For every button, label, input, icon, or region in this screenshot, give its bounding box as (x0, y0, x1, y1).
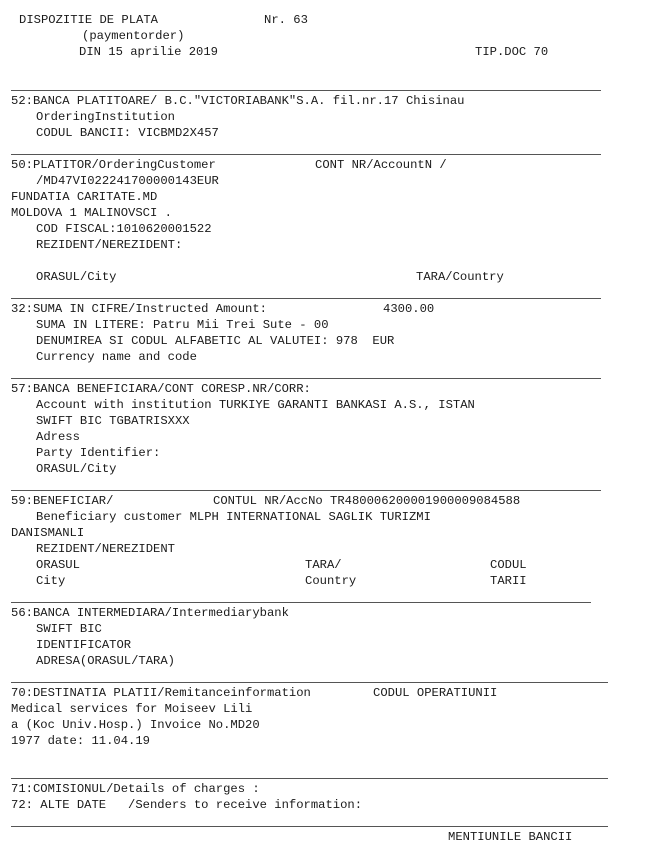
beneficiary-country-label-en: Country (305, 574, 357, 588)
party-identifier: Party Identifier: (36, 446, 161, 460)
document-type: TIP.DOC 70 (475, 45, 549, 59)
payer-fiscal-code: COD FISCAL:1010620001522 (36, 222, 212, 236)
beneficiary-city-label-en: City (36, 574, 66, 588)
payer-address: MOLDOVA 1 MALINOVSCI . (11, 206, 172, 220)
payer-resident: REZIDENT/NEREZIDENT: (36, 238, 183, 252)
beneficiary-code-label-2: TARII (490, 574, 527, 588)
divider (11, 778, 608, 779)
remittance-label: 70:DESTINATIA PLATII/Remitanceinformation (11, 686, 311, 700)
document-title: DISPOZITIE DE PLATA (19, 13, 158, 27)
beneficiary-customer: Beneficiary customer MLPH INTERNATIONAL SAGLIK TURIZMI (36, 510, 431, 524)
intermediary-identifier: IDENTIFICATOR (36, 638, 132, 652)
currency-label-en: Currency name and code (36, 350, 197, 364)
beneficiary-country-label: TARA/ (305, 558, 342, 572)
bank-code: CODUL BANCII: VICBMD2X457 (36, 126, 219, 140)
paying-bank-label: 52:BANCA PLATITOARE/ B.C."VICTORIABANK"S.A. fil.nr.17 Chisinau (11, 94, 465, 108)
beneficiary-bank-city: ORASUL/City (36, 462, 117, 476)
divider (11, 490, 601, 491)
document-date: DIN 15 aprilie 2019 (79, 45, 218, 59)
beneficiary-account: CONTUL NR/AccNo TR480006200001900009084588 (213, 494, 521, 508)
charges-details: 71:COMISIONUL/Details of charges : (11, 782, 260, 796)
document-title-en: (paymentorder) (82, 29, 185, 43)
amount-label: 32:SUMA IN CIFRE/Instructed Amount: (11, 302, 267, 316)
payer-name: FUNDATIA CARITATE.MD (11, 190, 158, 204)
divider (11, 154, 601, 155)
divider (11, 826, 608, 827)
beneficiary-code-label: CODUL (490, 558, 527, 572)
payer-account: /MD47VI022241700000143EUR (36, 174, 219, 188)
payer-account-label: CONT NR/AccountN / (315, 158, 447, 172)
document-number: Nr. 63 (264, 13, 308, 27)
intermediary-swift: SWIFT BIC (36, 622, 102, 636)
ordering-institution-label: OrderingInstitution (36, 110, 175, 124)
beneficiary-institution: Account with institution TURKIYE GARANTI BANKASI A.S., ISTAN (36, 398, 475, 412)
payer-country-label: TARA/Country (416, 270, 504, 284)
other-data: 72: ALTE DATE /Senders to receive information: (11, 798, 363, 812)
operation-code-label: CODUL OPERATIUNII (373, 686, 498, 700)
payer-city-label: ORASUL/City (36, 270, 117, 284)
divider (11, 378, 601, 379)
divider (11, 602, 591, 603)
divider (11, 682, 608, 683)
amount-value: 4300.00 (383, 302, 435, 316)
intermediary-address: ADRESA(ORASUL/TARA) (36, 654, 175, 668)
beneficiary-bank-address: Adress (36, 430, 80, 444)
amount-words: SUMA IN LITERE: Patru Mii Trei Sute - 00 (36, 318, 329, 332)
intermediary-bank-label: 56:BANCA INTERMEDIARA/Intermediarybank (11, 606, 289, 620)
beneficiary-resident: REZIDENT/NEREZIDENT (36, 542, 175, 556)
beneficiary-label: 59:BENEFICIAR/ (11, 494, 114, 508)
bank-notes-label: MENTIUNILE BANCII (448, 830, 573, 844)
remittance-line-2: a (Koc Univ.Hosp.) Invoice No.MD20 (11, 718, 260, 732)
beneficiary-bank-swift: SWIFT BIC TGBATRISXXX (36, 414, 190, 428)
divider (11, 90, 601, 91)
currency-line: DENUMIREA SI CODUL ALFABETIC AL VALUTEI: 978 EUR (36, 334, 395, 348)
remittance-line-1: Medical services for Moiseev Lili (11, 702, 253, 716)
remittance-line-3: 1977 date: 11.04.19 (11, 734, 150, 748)
payer-label: 50:PLATITOR/OrderingCustomer (11, 158, 216, 172)
beneficiary-city-label: ORASUL (36, 558, 80, 572)
beneficiary-bank-label: 57:BANCA BENEFICIARA/CONT CORESP.NR/CORR: (11, 382, 311, 396)
divider (11, 298, 601, 299)
beneficiary-customer-cont: DANISMANLI (11, 526, 85, 540)
